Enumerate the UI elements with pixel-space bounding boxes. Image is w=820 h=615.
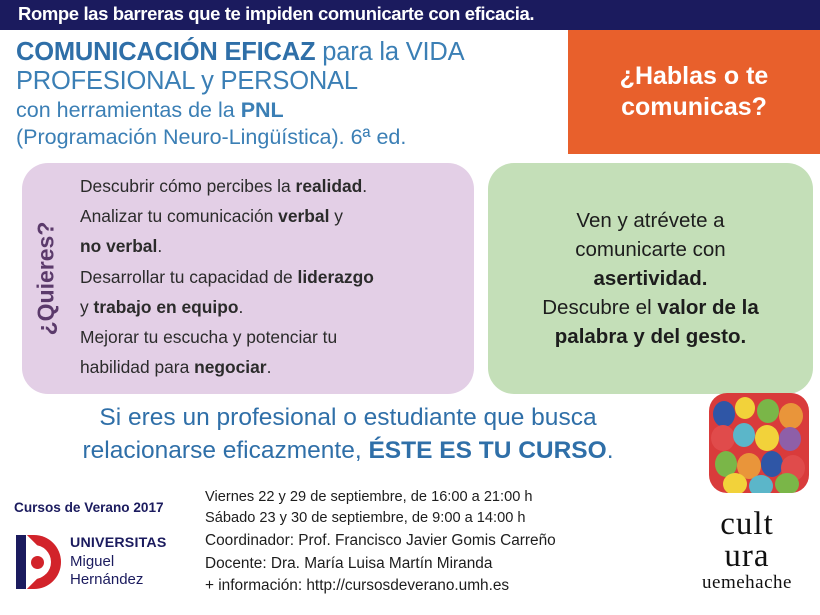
green-panel (488, 163, 813, 394)
cultura-wordmark (676, 508, 818, 594)
cultura-wordmark-line-1: cult (720, 506, 774, 542)
top-banner-text: Rompe las barreras que te impiden comunicarte con eficacia. (18, 3, 535, 24)
list-item (80, 293, 465, 321)
green-panel-text (528, 206, 773, 352)
top-banner (0, 0, 820, 30)
list-item-bold: trabajo en equipo (93, 296, 239, 317)
teacher-line: Docente: Dra. María Luisa Martín Miranda (205, 554, 493, 572)
green-line-4-pre: Descubre el (542, 296, 658, 320)
green-line-5 (542, 322, 759, 351)
orange-callout-box (568, 30, 820, 154)
umh-logo-words (70, 535, 167, 589)
headline-line-3 (16, 97, 561, 124)
list-item-post: . (238, 296, 244, 317)
schedule-line-2: Sábado 23 y 30 de septiembre, de 9:00 a 14:00 h (205, 510, 526, 527)
umh-logo (14, 527, 199, 599)
list-item-bold: negociar (194, 357, 267, 378)
list-item (80, 323, 465, 351)
list-item (80, 263, 465, 291)
list-item (80, 202, 465, 230)
callout-line-1: Si eres un profesional o estudiante que busca (99, 404, 597, 431)
green-line-2: comunicarte con (575, 237, 726, 261)
list-item (80, 232, 465, 260)
headline-line-1-rest: para la VIDA (315, 38, 465, 66)
umh-logo-dot (31, 556, 44, 569)
headline-line-4: (Programación Neuro-Lingüística). 6ª ed. (16, 124, 407, 149)
umh-logo-word-1: UNIVERSITAS (70, 535, 167, 551)
headline-line-2: PROFESIONAL y PERSONAL (16, 66, 358, 95)
umh-logo-word-2: Miguel (70, 552, 115, 570)
callout-line-2 (18, 435, 678, 468)
orange-callout-line-2: comunicas? (621, 93, 767, 121)
green-line-4 (542, 293, 759, 322)
umh-logo-word-3: Hernández (70, 570, 144, 588)
headline-line-1 (16, 38, 561, 67)
headline-line-3-pre: con herramientas de la (16, 98, 241, 123)
list-item-pre: Analizar tu comunicación (80, 206, 279, 227)
list-item (80, 353, 465, 381)
list-item-pre: habilidad para (80, 357, 195, 378)
info-line[interactable]: + información: http://cursosdeverano.umh.es (205, 577, 510, 595)
list-item (80, 172, 465, 200)
headline-line-1-bold: COMUNICACIÓN EFICAZ (16, 38, 316, 66)
orange-callout-text (606, 61, 783, 123)
quieres-side-label (26, 163, 66, 394)
cultura-photo-icon (709, 393, 809, 493)
list-item-bold: realidad (295, 176, 363, 196)
purple-panel-list (80, 172, 465, 383)
list-item-bold: verbal (278, 206, 330, 227)
list-item-pre: Mejorar tu escucha y potenciar tu (80, 326, 338, 347)
cursos-de-verano-label: Cursos de Verano 2017 (14, 500, 164, 515)
list-item-pre: Descubrir cómo percibes la (80, 176, 296, 196)
list-item-bold: no verbal (80, 236, 158, 257)
headline-line-3-bold: PNL (240, 98, 284, 123)
list-item-post: . (157, 236, 163, 257)
callout-sentence (18, 402, 678, 468)
green-line-3 (542, 264, 759, 293)
headline-block (16, 38, 561, 151)
cultura-wordmark-line-2: ura (724, 538, 770, 575)
cultura-wordmark-line-3: uemehache (702, 571, 792, 593)
callout-line-2-bold: ÉSTE ES TU CURSO (368, 436, 607, 464)
umh-logo-bar (16, 535, 26, 589)
list-item-pre: y (80, 296, 94, 317)
coordinator-line: Coordinador: Prof. Francisco Javier Gomis Carreño (205, 531, 556, 549)
green-line-3-bold: asertividad. (593, 266, 708, 290)
list-item-post: . (266, 357, 272, 378)
list-item-bold: liderazgo (297, 266, 374, 287)
green-line-5-bold: palabra y del gesto. (554, 325, 747, 349)
orange-callout-line-1: ¿Hablas o te (619, 62, 769, 90)
green-line-4-bold: valor de la (657, 296, 759, 320)
callout-line-2-post: . (606, 436, 614, 464)
list-item-post: . (362, 176, 368, 196)
quieres-side-label-text: ¿Quieres? (32, 221, 59, 336)
list-item-pre: Desarrollar tu capacidad de (80, 266, 298, 287)
callout-line-2-pre: relacionarse eficazmente, (82, 436, 369, 464)
umh-logo-mark-icon (14, 531, 64, 593)
schedule-line-1: Viernes 22 y 29 de septiembre, de 16:00 a 21:00 h (205, 489, 533, 505)
footer-details (205, 487, 665, 598)
list-item-post: y (329, 206, 343, 227)
green-line-1: Ven y atrévete a (576, 208, 725, 232)
